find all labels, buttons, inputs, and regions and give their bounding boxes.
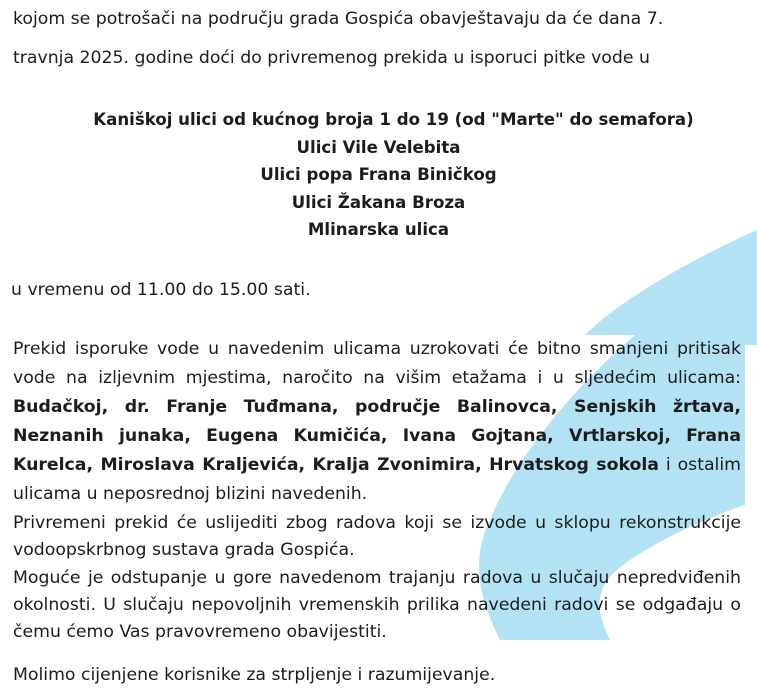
pressure-paragraph: [13, 335, 741, 509]
outage-time-text: u vremenu od 11.00 do 15.00 sati.: [11, 280, 311, 300]
street-item: Ulici popa Frana Biničkog: [260, 165, 497, 184]
deviation-paragraph: Moguće je odstupanje u gore navedenom trajanju radova u slučaju nepredviđenih okolnosti. U slučaju nepovoljnih vremenskih prilika navedeni radovi se odgađaju o čemu ćemo Vas pravovremeno obavijestiti.: [13, 568, 741, 642]
street-item: Ulici Vile Velebita: [296, 137, 461, 157]
low-pressure-streets: Budačkoj, dr. Franje Tuđmana, područje Balinovca, Senjskih žrtava, Neznanih junaka, Eugena Kumičića, Ivana Gojtana, Vrtlarskoj, Frana Kurelca, Miroslava Kraljevića, Kralja Zvonimira, Hrvatskog sokola: [13, 397, 741, 475]
closing-text: Molimo cijenjene korisnike za strpljenje i razumijevanje.: [13, 665, 496, 685]
intro-line-1: kojom se potrošači na području grada Gospića obavještavaju da će dana 7.: [13, 9, 664, 29]
street-item: Kaniškoj ulici od kućnog broja 1 do 19 (od "Marte" do semafora): [93, 110, 694, 129]
pressure-paragraph-start: Prekid isporuke vode u navedenim ulicama uzrokovati će bitno smanjeni pritisak vode na izljevnim mjestima, naročito na višim etažama i u sljedećim ulicama:: [13, 339, 741, 388]
intro-line-2: travnja 2025. godine doći do privremenog prekida u isporuci pitke vode u: [13, 48, 650, 68]
reason-paragraph: Privremeni prekid će uslijediti zbog radova koji se izvode u sklopu rekonstrukcije vodoopskrbnog sustava grada Gospića.: [13, 513, 741, 560]
street-item: Mlinarska ulica: [307, 220, 450, 239]
pressure-paragraph-end: i ostalim ulicama u neposrednoj blizini navedenih.: [13, 455, 741, 504]
affected-streets-list: [0, 106, 757, 244]
street-item: Ulici Žakana Broza: [291, 192, 466, 212]
